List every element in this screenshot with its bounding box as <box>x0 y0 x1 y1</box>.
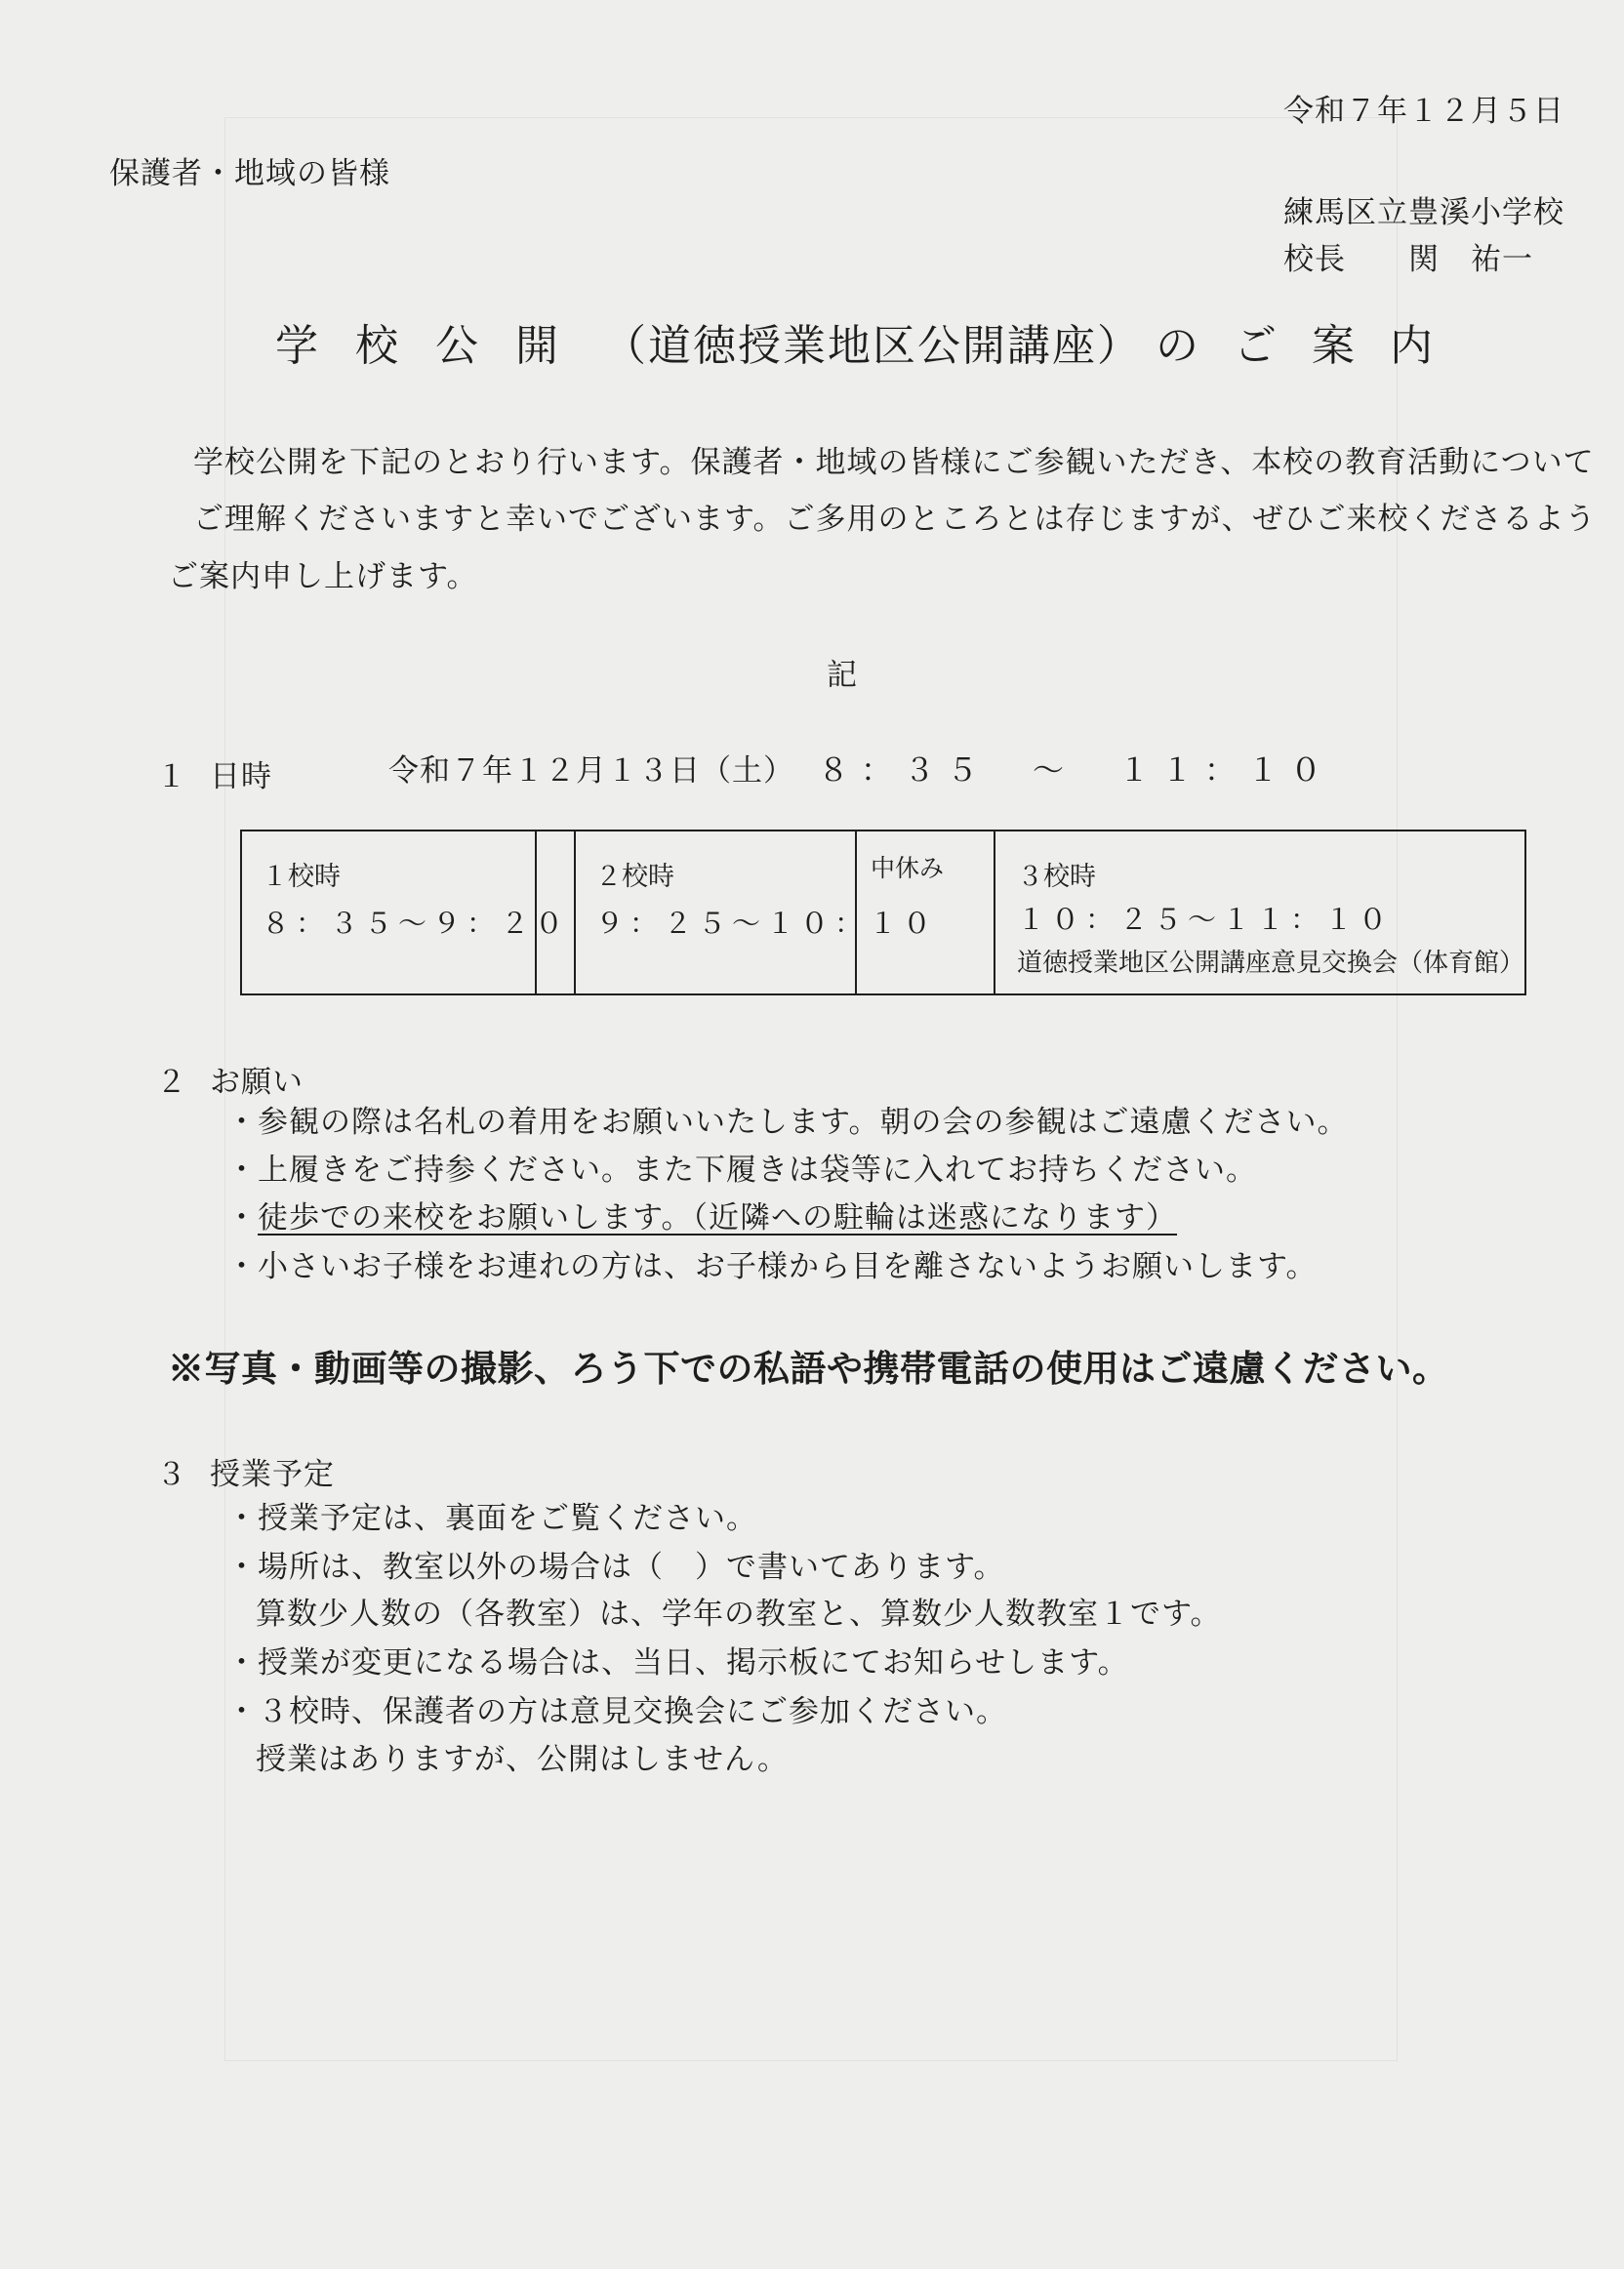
warning-notice: ※写真・動画等の撮影、ろう下での私語や携帯電話の使用はご遠慮ください。 <box>168 1347 1449 1390</box>
title-suffix: のご案内 <box>1156 321 1468 371</box>
period3-label: ３校時 <box>1017 862 1096 892</box>
class-item: ・場所は、教室以外の場合は（ ）で書いてあります。 <box>226 1550 1005 1585</box>
section2-label: お願い <box>210 1065 304 1100</box>
intro-line-1: 学校公開を下記のとおり行います。保護者・地域の皆様にご参観いただき、本校の教育活動について <box>193 445 1595 480</box>
period2-time: ９：２５～１０：１０ <box>595 907 938 940</box>
class-item-continuation: 授業はありますが、公開はしません。 <box>256 1742 789 1777</box>
period1-time: ８：３５～９：２０ <box>262 907 570 940</box>
request-item: ・小さいお子様をお連れの方は、お子様から目を離さないようお願いします。 <box>226 1249 1318 1284</box>
schedule-table <box>240 830 1526 995</box>
event-date: 令和７年１２月１３日（土） <box>388 753 794 789</box>
principal <box>1283 234 1533 278</box>
table-divider <box>574 831 576 993</box>
section3-label: 授業予定 <box>210 1457 335 1492</box>
school-name: 練馬区立豊溪小学校 <box>1283 195 1564 230</box>
period3-time: １０：２５～１１：１０ <box>1017 903 1394 936</box>
class-item: ・授業予定は、裏面をご覧ください。 <box>226 1501 757 1536</box>
table-divider <box>994 831 995 993</box>
period2-label: ２校時 <box>595 862 674 892</box>
ki-heading: 記 <box>827 658 858 693</box>
class-item: ・３校時、保護者の方は意見交換会にご参加ください。 <box>226 1694 1007 1729</box>
page-title <box>275 310 1468 373</box>
period1-label: １校時 <box>262 862 341 892</box>
break-label: 中休み <box>871 854 945 882</box>
class-item-continuation: 算数少人数の（各教室）は、学年の教室と、算数少人数教室１です。 <box>256 1597 1222 1632</box>
principal-name: 関 祐一 <box>1408 242 1533 277</box>
recipient: 保護者・地域の皆様 <box>109 156 390 191</box>
event-time: ８：３５ ～ １１：１０ <box>818 751 1334 789</box>
request-item-underlined <box>226 1193 1177 1236</box>
section1-number: １ <box>156 759 187 794</box>
section3-number: ３ <box>156 1457 187 1492</box>
request-item: ・参観の際は名札の着用をお願いいたします。朝の会の参観はご遠慮ください。 <box>226 1105 1349 1140</box>
class-item: ・授業が変更になる場合は、当日、掲示板にてお知らせします。 <box>226 1645 1129 1681</box>
section2-number: ２ <box>156 1065 187 1100</box>
principal-title: 校長 <box>1283 242 1346 277</box>
underlined-text: 徒歩での来校をお願いします。（近隣への駐輪は迷惑になります） <box>258 1200 1178 1236</box>
intro-line-2: ご理解くださいますと幸いでございます。ご多用のところとは存じますが、ぜひご来校くださるよう <box>193 502 1597 537</box>
issue-date: 令和７年１２月５日 <box>1283 94 1564 129</box>
request-item: ・上履きをご持参ください。また下履きは袋等に入れてお持ちください。 <box>226 1153 1257 1188</box>
title-main: 学校公開 <box>275 321 595 371</box>
section1-label: 日時 <box>210 759 272 794</box>
bullet-mark: ・ <box>226 1200 258 1236</box>
intro-line-3: ご案内申し上げます。 <box>168 559 478 594</box>
period3-note: 道徳授業地区公開講座意見交換会（体育館） <box>1017 949 1525 978</box>
title-sub: （道徳授業地区公開講座） <box>603 321 1142 371</box>
